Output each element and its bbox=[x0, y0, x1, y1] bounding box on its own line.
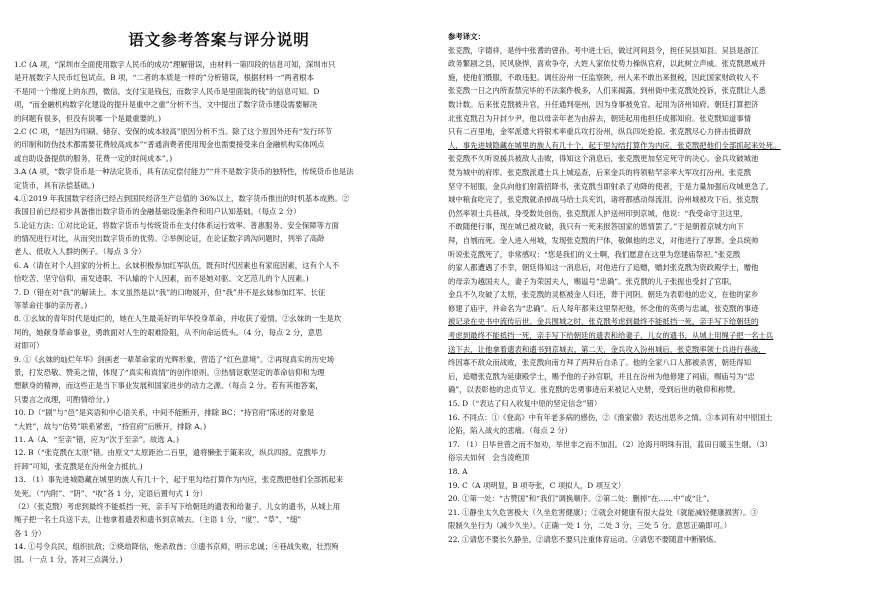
left-answer-lines bbox=[14, 58, 424, 567]
text-line: 北张克戬召为开封少尹，他以母亲年老为由辞去，朝廷起用他担任成都知府。张克戬知道事情 bbox=[448, 113, 752, 123]
text-line: 绳子把一名士兵送下去，让他拿着遗表和遗书到京城去。（主语 1 分，“度”、“草”、“缒” bbox=[14, 515, 302, 525]
text-line: 1.C (A 项，“深圳市全面使用数字人民币的成功”理解错误，由材料一第四段的信息可知，深圳市只 bbox=[14, 60, 336, 69]
text-line: 送下去，让他拿着遗表和遗书到京城去。第二天，金兵攻入汾州城后，张克戬率领士兵进行巷战， bbox=[448, 344, 766, 354]
text-line: 后，追赠张克戬为延康殿学士，赐予他的子孙官职，并且在汾州为他修建了祠庙，赐庙号为“忠 bbox=[448, 371, 755, 381]
text-line: 19. C（A 项明显，B 项夸张，C 项拟人，D 项互文） bbox=[448, 480, 626, 490]
text-line: 张克戬，字德祥，是侍中张耆的曾孙。考中进士后，做过河间县令，担任吴县知县。吴县是浙江 bbox=[448, 45, 759, 55]
text-line: 仍然率领士兵巷战，身受数处创伤，张克戬派人护送州印到京城，他说：“我受命守卫这里， bbox=[448, 208, 748, 218]
text-line: 不是同一个维度上的东西，微信、支付宝是钱包，而数字人民币是里面装的钱”的信息可知。D bbox=[14, 86, 320, 96]
text-line: 的家人都遭遇了不幸，朝廷得知这一消息后，对他进行了追赠，赠封张克戬为资政殿学士，赠他 bbox=[448, 263, 759, 273]
text-line: 想献身的精神，而这些正是当下事业发展和国家进步的动力之源。（每点 2 分。若有其他答案， bbox=[14, 381, 323, 391]
text-line: 坚守不屈服，金兵向他们射箭招降书，张克戬当即射杀了劝降的使者，于是力量加强后攻城更急了。 bbox=[448, 181, 774, 191]
text-line: 项，“而金融机构数字化建设的提升是重中之重”分析不当，文中提出了数字货币建设需要解决 bbox=[14, 100, 318, 110]
text-line: 拜，自刎而死。金人进入州城，发现张克戬的尸体，敬佩他的忠义，对他进行了厚葬。金兵统帅 bbox=[448, 235, 759, 245]
text-line: 老人、低收入人群的例子。（每点 3 分） bbox=[14, 247, 146, 257]
text-line: 6. A（请在对个人回家的分析上。幺妹积极参加红军队伍，既有时代因素也有家庭因素，这有个人不 bbox=[14, 260, 340, 270]
text-line: 焚为城中的府库。张克戬派遣士兵上城巡查，后来金兵的将领粘罕亲率大军攻打汾州。张克戬 bbox=[448, 167, 752, 177]
text-line: 20. ①第一处：“古赞国”和“我们”调换顺序。②第二处：删掉“在……中”或“让”。 bbox=[448, 494, 715, 504]
text-line: 的情况进行对比，从而突出数字货币的优势。②举例论证，在论证数字鸿沟问题时，列举了高龄 bbox=[14, 234, 325, 244]
text-line: 21. ①静坐太久危害极大（久坐危害健康）；②就会对健康有很大益处（就能减轻健康损害）。③ bbox=[448, 507, 758, 517]
text-line: “大姓”，故与“估势”联系紧密，“持官府”后断开，排除 A。) bbox=[14, 421, 207, 431]
text-line: 10. D（“剧”与“邑”是宾语和中心语关系，中间不能断开，排除 BC；“持官府”陈述的对象是 bbox=[14, 408, 315, 418]
text-line: 我国目前已经初步具备推出数字货币的金融基础设施条件和用户认知基础。（每点 2 分） bbox=[14, 207, 301, 217]
text-line: 恰吃苦、坚守信仰、甫发迹职、不认输的个人因素，而不是她对驱、文艺范儿的个人因素。) bbox=[14, 274, 309, 284]
text-line: 俗宗夫如何 会当凌绝顶 bbox=[448, 453, 530, 463]
section-heading: 参考译文： bbox=[448, 32, 485, 41]
text-line: 12. B（“张克戬在太原”错。由原文“太原距治二百里，遗将懒张于策来攻，纵兵四掠。克戬毕力 bbox=[14, 448, 326, 458]
text-line: 18. A bbox=[448, 467, 468, 476]
text-line: 5.论证方法：①对比论证，将数字货币与传统货币在支付体系运行效率、普惠服务、安全保障等方面 bbox=[14, 220, 339, 230]
text-line: 修建了庙宇，并命名为“忠确”。后人每年都来这里祭祀他，怀念他的英勇与忠诚，张克戬的事迹 bbox=[448, 303, 759, 313]
page-title: 语文参考答案与评分说明 bbox=[128, 30, 310, 49]
text-line: 13. （1）事先进城隐藏在城里的族人有几十个，起于里勾结打算作为内应，张克戬把他们全部抓起来 bbox=[14, 475, 344, 485]
text-line: 只有二百里地，金军派遣大将银术率重兵攻打汾州，纵兵四处抢掠。张克戬尽心力拼击抵御敌 bbox=[448, 127, 752, 137]
text-line: 或自助设备提供的服务，花费一定的时间成本”。) bbox=[14, 153, 173, 163]
text-line: 政务繁剧之县，民风骁悍，喜欢争夺，大姓人家依仗势力操纵官府，以此树立声威。张克戬恩威并 bbox=[448, 59, 766, 69]
text-line: 14. ①号令兵民，组织抗敌；②烧劫降信，炮杀敌酋；③遗书京师，明示忠诚；④巷战失败，壮烈殉 bbox=[14, 542, 339, 552]
text-line: 张克戬不久听说援兵被敌人击败，得知这个消息后，张克戬更加坚定死守的决心。金兵攻破城池 bbox=[448, 154, 759, 164]
text-line: 景，打发恐敬、赞美之情，体现了“真实和真情”的创作原则。③热情讴歌坚定的革命信仰和为理 bbox=[14, 367, 325, 377]
text-line: 8. ①幺妹的青年时代是灿烂的，她在人生最美好的年华投身革命，并收获了爱情。②幺妹的一生是坎 bbox=[14, 314, 342, 324]
text-line: 的问题有很多，但没有说哪一个是最重要的。) bbox=[14, 113, 161, 123]
text-line: 是开展数字人民币红包试点。B 项，“二者的本质是一样的”分析错误，根据材料一“两者根本 bbox=[14, 73, 314, 83]
text-line: 17. （1）日毕世曾之而不加劝，举世非之而不加沮。（2）沧海月明珠有泪，蓝田日暖玉生烟。（3） bbox=[448, 439, 772, 449]
text-line: 只要言之成理，可酌情给分。) bbox=[14, 394, 110, 404]
text-line: 3.A (A 项，“数字货币是一种法定货币，具有法定偿付能力”“并不是数字货币的独特性，传统货币也是法 bbox=[14, 167, 354, 177]
text-line: 4.①2019 年我国数字经济已经占到国民经济生产总值的 36%以上，数字货币推出的时机基本成熟。② bbox=[14, 193, 350, 203]
text-line: 9. ①《幺妹的灿烂年华》剑画老一辈革命家的光辉形象，营造了“红色意境”。②再现真实的历史场 bbox=[14, 354, 334, 364]
text-line: 数计数。后来张克戬被升官，升任通判亳州，因为身事被免官。起用为济州知府。朝廷打算把济 bbox=[448, 99, 759, 109]
text-line: 15. D（“表达了归入收复中原的坚定信念”错） bbox=[448, 399, 602, 409]
text-line: 2.C (C 项，“是因为印刷、储存、安保的成本较高”原因分析不当。除了这个原因外还有“发行环节 bbox=[14, 126, 333, 136]
text-line: 的印制和防伪技术都需要花费较高成本”“普通消费者使用现金也需要接受来自金融机构实体网点 bbox=[14, 140, 325, 150]
text-line: （2）（张克戬）考虑到最终不能抵挡一死，亲手写下给朝廷的遗表和给妻子、儿女的遗书，从城上用 bbox=[14, 501, 341, 511]
text-line: 22. ①请您不要长久静坐。②请您不要只注重体育运动。③请您不要随意中断锻炼。 bbox=[448, 534, 721, 544]
text-line: 定货币，具有法偿基础。) bbox=[14, 180, 95, 190]
text-line: 对即可） bbox=[14, 341, 44, 351]
text-line: 确”，以表彰他的忠贞节义。张克戬的忠勇事迹后来被记入史册，受到后世的敬仰和称赞。 bbox=[448, 385, 741, 395]
text-line: 扞卸”可知，张克戬是在汾州金力抵抗。) bbox=[14, 461, 143, 471]
text-line: 限制久坐行为（减少久坐）。（正确一处 1 分，二处 3 分，三处 5 分。意思正确即可。） bbox=[448, 521, 732, 531]
text-line: 坷的，她献身革命事业，勇敢面对人生的艰难险阻，从不向命运低头。（4 分，每点 2 分，意思 bbox=[14, 327, 323, 337]
text-line: 终因寡不敌众而战败，张克戬向南方拜了两拜后自杀了。他的全家八口人都被杀害，朝廷得知 bbox=[448, 358, 752, 368]
text-line: 不敢随便行事，现在城已被攻破，我只有一死来报答国家的恩情罢了。”于是朝着京城方向下 bbox=[448, 222, 744, 232]
text-line: 的母亲为越国夫人，妻子为荣国夫人，赐谥号“忠确”。张克戬的儿子张振也受封了官职， bbox=[448, 276, 737, 286]
text-line: 沦陷，陷入战火的悲痛。（每点 2 分） bbox=[448, 426, 572, 436]
text-line: 处死。（“内附”、“阴”、“收”各 1 分，定语后置句式 1 分） bbox=[14, 488, 207, 498]
text-line: 金兵不久攻破了太原，张克戬的灵柩被金人归还，葬于河阴。朝廷为表彰他的忠义，在他的家乡 bbox=[448, 290, 759, 300]
text-line: 城中粮食吃完了，张克戬就杀掉战马给士兵充饥，诸将都感动得流泪。汾州城被攻下后，张克戬 bbox=[448, 195, 759, 205]
text-line: 各 1 分） bbox=[14, 528, 46, 538]
text-line: 16. 不同点：①《登高》中有年老多病的感伤，②《渔家傲》表达出思乡之情。③本词有对中原国土 bbox=[448, 412, 773, 422]
text-line: 国。（一点 1 分，答对三点满分。) bbox=[14, 555, 123, 565]
text-line: 张克戬一日之内所查禁完毕的不法案件极多，人们来揭露，到州衙中张克戬处投诉，张克戬让人悉 bbox=[448, 86, 766, 96]
text-line: 人，事先进城隐藏在城里的族人有几十个，起于里勾结打算作为内应，张克戬把他们全部抓起来处死。 bbox=[448, 140, 781, 150]
text-line: 11. A（A．“至亲”错，应为“次于至亲”。故选 A。) bbox=[14, 434, 180, 444]
text-line: 考虑到最终不能抵挡一死，亲手写下给朝廷的遗表和给妻子、儿女的遗书，从城上用绳子把一名士兵 bbox=[448, 331, 774, 341]
text-line: 听说张克戬死了，非常感叹：“您是我们的义士啊，我们愿意在这里为您建庙祭祀。”张克戬 bbox=[448, 249, 741, 259]
text-line: 施，使他们慑服，不敢违犯。调任汾州一任监察陕，州人来不敢出来报税，因此国家财政收入不 bbox=[448, 72, 759, 82]
text-line: 被记录在史书中流传后世。金兵围城之时，张克戬考虑到最终不能抵挡一死，亲手写下给朝廷的 bbox=[448, 317, 759, 327]
text-line: 等革命往事的亲历者。) bbox=[14, 301, 88, 311]
right-translation-lines bbox=[448, 30, 858, 547]
text-line: 7. D（错在对“我”的解读上。本文虽然是以“我”的口吻展开，但“我”并不是幺妹参加红军、长征 bbox=[14, 287, 326, 297]
